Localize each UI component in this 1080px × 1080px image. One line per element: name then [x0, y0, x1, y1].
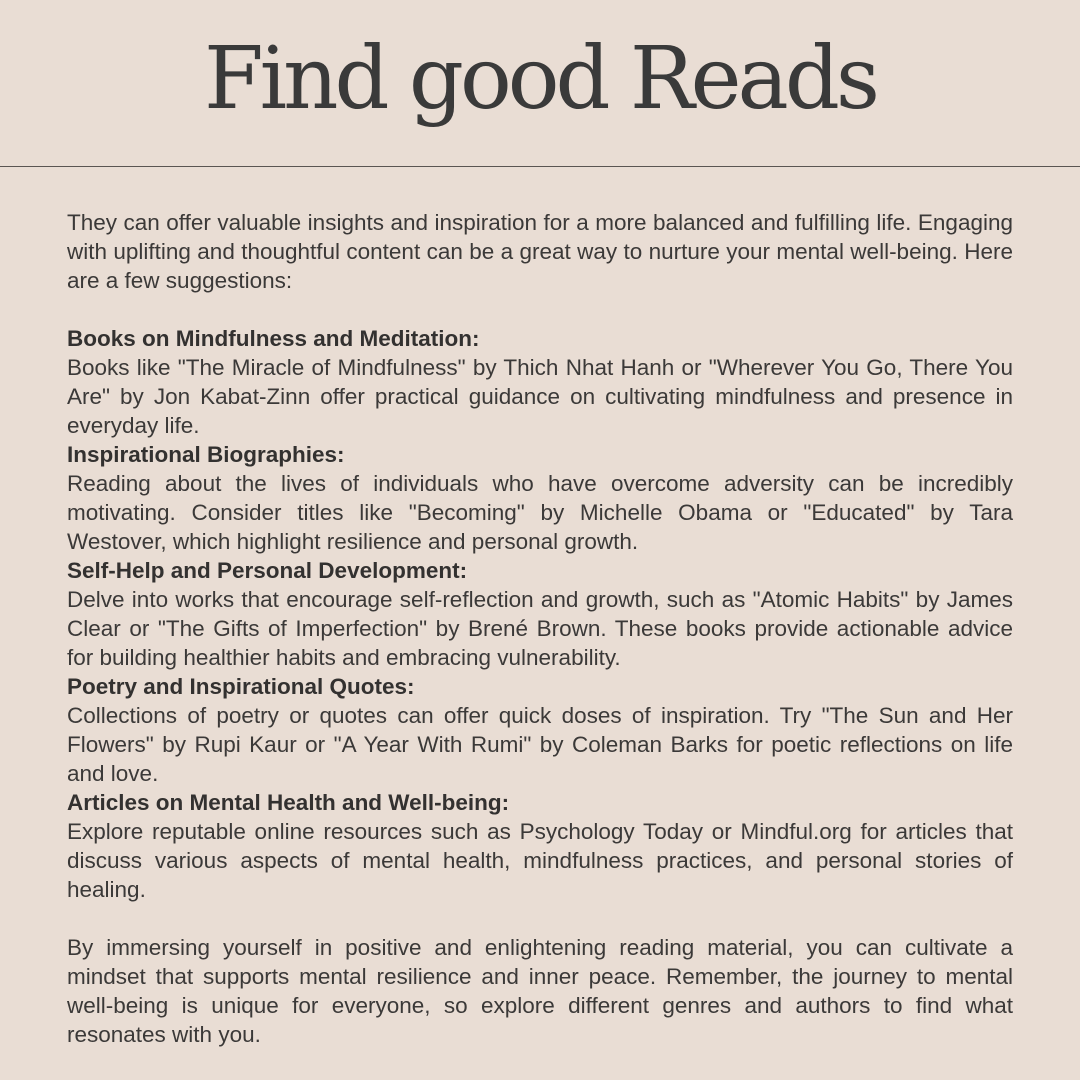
- page-title: Find good Reads: [203, 29, 877, 129]
- section-articles: [67, 788, 1013, 904]
- divider: [0, 166, 1080, 167]
- section-body: Books like "The Miracle of Mindfulness" by Thich Nhat Hanh or "Wherever You Go, There You Are" by Jon Kabat-Zinn offer practical guidance on cultivating mindfulness and presence in everyday life.: [67, 355, 1013, 438]
- spacer: [67, 904, 1013, 933]
- section-body: Collections of poetry or quotes can offer quick doses of inspiration. Try "The Sun and Her Flowers" by Rupi Kaur or "A Year With Rumi" by Coleman Barks for poetic reflections on life and love.: [67, 703, 1013, 786]
- section-biographies: [67, 440, 1013, 556]
- section-body: Explore reputable online resources such as Psychology Today or Mindful.org for articles that discuss various aspects of mental health, mindfulness practices, and personal stories of healing.: [67, 819, 1013, 902]
- article-body: [67, 208, 1013, 1049]
- section-mindfulness: [67, 324, 1013, 440]
- section-heading: Inspirational Biographies:: [67, 442, 345, 467]
- spacer: [67, 295, 1013, 324]
- section-heading: Self-Help and Personal Development:: [67, 558, 468, 583]
- section-body: Delve into works that encourage self-reflection and growth, such as "Atomic Habits" by James Clear or "The Gifts of Imperfection" by Brené Brown. These books provide actionable advice for building healthier habits and embracing vulnerability.: [67, 587, 1013, 670]
- closing-paragraph: By immersing yourself in positive and enlightening reading material, you can cultivate a mindset that supports mental resilience and inner peace. Remember, the journey to mental well-being is unique for everyone, so explore different genres and authors to find what resonates with you.: [67, 935, 1013, 1047]
- section-poetry: [67, 672, 1013, 788]
- intro-paragraph: They can offer valuable insights and inspiration for a more balanced and fulfilling life. Engaging with uplifting and thoughtful content can be a great way to nurture your mental well-being. Here are a few suggestions:: [67, 210, 1013, 293]
- section-heading: Articles on Mental Health and Well-being:: [67, 790, 510, 815]
- section-self-help: [67, 556, 1013, 672]
- section-heading: Poetry and Inspirational Quotes:: [67, 674, 415, 699]
- section-body: Reading about the lives of individuals who have overcome adversity can be incredibly motivating. Consider titles like "Becoming" by Michelle Obama or "Educated" by Tara Westover, which highlight resilience and personal growth.: [67, 471, 1013, 554]
- section-heading: Books on Mindfulness and Meditation:: [67, 326, 480, 351]
